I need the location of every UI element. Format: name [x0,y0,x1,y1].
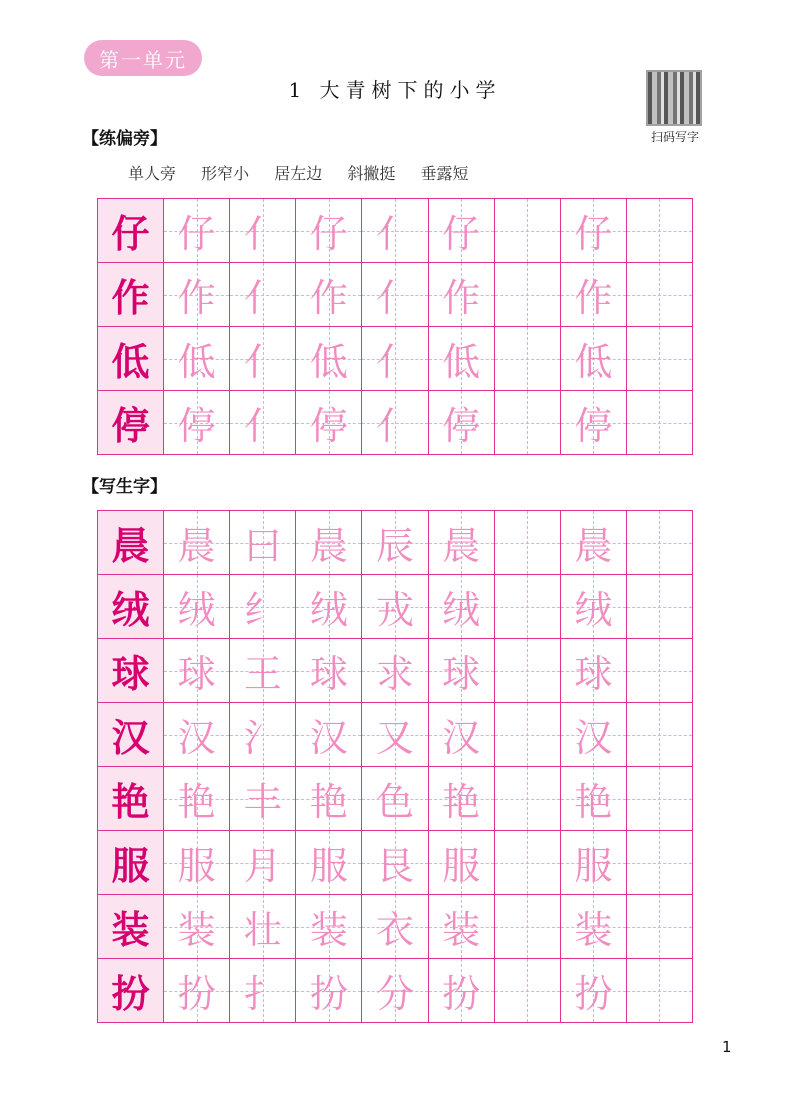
cell-character: 装 [309,908,348,952]
blank-practice-cell[interactable] [627,639,693,703]
cell-character: 装 [442,908,481,952]
cell-character: 停 [177,404,216,448]
trace-component-cell[interactable] [230,767,296,831]
cell-character: 低 [309,340,348,384]
trace-character-cell[interactable] [429,327,495,391]
trace-character-cell[interactable] [164,703,230,767]
blank-practice-cell[interactable] [627,511,693,575]
trace-character-cell[interactable] [561,767,627,831]
model-character-cell [98,959,164,1023]
cell-character: 绒 [442,588,481,632]
cell-character: 又 [375,716,414,760]
cell-character: 亻 [243,276,282,320]
cell-character: 低 [442,340,481,384]
cell-character: 汉 [177,716,216,760]
trace-character-cell[interactable] [296,263,362,327]
trace-character-cell[interactable] [296,895,362,959]
cell-character: 装 [574,908,613,952]
blank-practice-cell[interactable] [627,767,693,831]
blank-practice-cell[interactable] [495,895,561,959]
cell-character: 装 [111,908,150,952]
blank-practice-cell[interactable] [627,895,693,959]
cell-character: 绒 [574,588,613,632]
cell-character: 作 [574,276,613,320]
cell-character: 汉 [309,716,348,760]
radicals-heading: 【练偏旁】 [82,129,167,149]
cell-character: 作 [111,276,150,320]
cell-character: 低 [574,340,613,384]
trace-character-cell[interactable] [429,703,495,767]
cell-character: 氵 [243,716,282,760]
cell-character: 作 [309,276,348,320]
model-character-cell [98,263,164,327]
character-grid-row [98,831,693,895]
cell-character: 作 [177,276,216,320]
trace-character-cell[interactable] [561,831,627,895]
trace-radical-cell[interactable] [230,391,296,455]
trace-component-cell[interactable] [362,575,428,639]
trace-character-cell[interactable] [164,895,230,959]
radical-grid-row [98,199,693,263]
blank-practice-cell[interactable] [495,327,561,391]
cell-character: 扮 [309,972,348,1016]
cell-character: 汉 [442,716,481,760]
trace-character-cell[interactable] [429,959,495,1023]
model-character-cell [98,511,164,575]
radical-tip: 垂露短 [420,164,469,183]
character-grid-row [98,959,693,1023]
radical-tip: 居左边 [274,164,323,183]
cell-character: 艳 [309,780,348,824]
trace-component-cell[interactable] [230,703,296,767]
trace-character-cell[interactable] [164,327,230,391]
character-grid-row [98,511,693,575]
radical-grid-row [98,327,693,391]
trace-component-cell[interactable] [362,511,428,575]
blank-practice-cell[interactable] [627,391,693,455]
cell-character: 壮 [243,908,282,952]
trace-character-cell[interactable] [164,639,230,703]
trace-radical-cell[interactable] [230,263,296,327]
trace-character-cell[interactable] [296,391,362,455]
character-grid-row [98,639,693,703]
radical-grid-row [98,263,693,327]
cell-character: 亻 [375,212,414,256]
trace-radical-cell[interactable] [230,327,296,391]
trace-character-cell[interactable] [429,639,495,703]
cell-character: 扮 [442,972,481,1016]
blank-practice-cell[interactable] [495,391,561,455]
model-character-cell [98,831,164,895]
cell-character: 停 [442,404,481,448]
trace-character-cell[interactable] [296,639,362,703]
cell-character: 戎 [375,588,414,632]
blank-practice-cell[interactable] [627,199,693,263]
cell-character: 扮 [111,972,150,1016]
trace-character-cell[interactable] [164,831,230,895]
cell-character: 扮 [177,972,216,1016]
character-grid-row [98,895,693,959]
cell-character: 低 [177,340,216,384]
trace-character-cell[interactable] [164,511,230,575]
trace-character-cell[interactable] [296,575,362,639]
cell-character: 作 [442,276,481,320]
model-character-cell [98,199,164,263]
cell-character: 辰 [375,524,414,568]
radical-tips [128,161,488,184]
cell-character: 晨 [442,524,481,568]
cell-character: 色 [375,780,414,824]
blank-practice-cell[interactable] [495,639,561,703]
blank-practice-cell[interactable] [495,199,561,263]
trace-character-cell[interactable] [164,767,230,831]
trace-component-cell[interactable] [230,639,296,703]
trace-character-cell[interactable] [429,895,495,959]
unit-badge: 第一单元 [84,40,202,76]
trace-character-cell[interactable] [429,831,495,895]
cell-character: 停 [309,404,348,448]
blank-practice-cell[interactable] [627,959,693,1023]
cell-character: 求 [375,652,414,696]
cell-character: 亻 [243,404,282,448]
trace-component-cell[interactable] [230,575,296,639]
trace-character-cell[interactable] [561,639,627,703]
cell-character: 绒 [111,588,150,632]
radical-tip: 形窄小 [201,164,250,183]
cell-character: 球 [574,652,613,696]
cell-character: 服 [111,844,150,888]
cell-character: 衣 [375,908,414,952]
trace-component-cell[interactable] [362,639,428,703]
cell-character: 晨 [111,524,150,568]
model-character-cell [98,767,164,831]
lesson-title: 1 大青树下的小学 [288,78,502,102]
cell-character: 月 [243,844,282,888]
cell-character: 丰 [243,780,282,824]
trace-component-cell[interactable] [362,959,428,1023]
trace-character-cell[interactable] [561,263,627,327]
cell-character: 亻 [375,276,414,320]
trace-component-cell[interactable] [362,895,428,959]
blank-practice-cell[interactable] [627,327,693,391]
cell-character: 曰 [243,524,282,568]
cell-character: 亻 [243,340,282,384]
cell-character: 球 [111,652,150,696]
qr-code-icon[interactable] [646,70,702,126]
cell-character: 仔 [111,212,150,256]
trace-radical-cell[interactable] [362,263,428,327]
cell-character: 球 [442,652,481,696]
trace-character-cell[interactable] [164,199,230,263]
trace-character-cell[interactable] [296,767,362,831]
cell-character: 装 [177,908,216,952]
cell-character: 分 [375,972,414,1016]
qr-caption: 扫码写字 [650,130,699,144]
blank-practice-cell[interactable] [627,703,693,767]
blank-practice-cell[interactable] [495,263,561,327]
character-practice-grid [97,510,693,1023]
cell-character: 服 [177,844,216,888]
trace-character-cell[interactable] [429,263,495,327]
trace-radical-cell[interactable] [362,327,428,391]
trace-character-cell[interactable] [296,703,362,767]
trace-radical-cell[interactable] [362,199,428,263]
cell-character: 艳 [574,780,613,824]
trace-radical-cell[interactable] [230,199,296,263]
trace-component-cell[interactable] [230,895,296,959]
trace-component-cell[interactable] [362,703,428,767]
cell-character: 汉 [574,716,613,760]
trace-character-cell[interactable] [561,199,627,263]
cell-character: 仔 [574,212,613,256]
model-character-cell [98,895,164,959]
cell-character: 服 [309,844,348,888]
trace-character-cell[interactable] [561,895,627,959]
trace-character-cell[interactable] [164,959,230,1023]
cell-character: 停 [111,404,150,448]
character-grid-row [98,703,693,767]
radical-grid-row [98,391,693,455]
cell-character: 晨 [574,524,613,568]
model-character-cell [98,575,164,639]
character-grid-row [98,767,693,831]
blank-practice-cell[interactable] [495,703,561,767]
cell-character: 艳 [177,780,216,824]
blank-practice-cell[interactable] [495,575,561,639]
blank-practice-cell[interactable] [627,263,693,327]
trace-character-cell[interactable] [164,575,230,639]
trace-character-cell[interactable] [429,199,495,263]
character-grid-row [98,575,693,639]
cell-character: 扌 [243,972,282,1016]
cell-character: 晨 [177,524,216,568]
radical-practice-grid [97,198,693,455]
trace-character-cell[interactable] [429,767,495,831]
trace-character-cell[interactable] [561,511,627,575]
trace-character-cell[interactable] [164,263,230,327]
cell-character: 低 [111,340,150,384]
cell-character: 球 [309,652,348,696]
trace-character-cell[interactable] [429,575,495,639]
trace-character-cell[interactable] [429,511,495,575]
trace-character-cell[interactable] [561,703,627,767]
trace-character-cell[interactable] [561,575,627,639]
cell-character: 仔 [177,212,216,256]
cell-character: 艮 [375,844,414,888]
trace-component-cell[interactable] [362,767,428,831]
blank-practice-cell[interactable] [495,511,561,575]
radical-tip: 斜撇挺 [347,164,396,183]
cell-character: 绒 [309,588,348,632]
radical-tip: 单人旁 [128,164,177,183]
blank-practice-cell[interactable] [627,575,693,639]
trace-character-cell[interactable] [561,391,627,455]
cell-character: 晨 [309,524,348,568]
cell-character: 亻 [375,340,414,384]
blank-practice-cell[interactable] [495,767,561,831]
page-number: 1 [722,1038,732,1056]
cell-character: 扮 [574,972,613,1016]
trace-character-cell[interactable] [296,327,362,391]
cell-character: 仔 [442,212,481,256]
trace-component-cell[interactable] [230,831,296,895]
cell-character: 王 [243,652,282,696]
model-character-cell [98,639,164,703]
cell-character: 亻 [375,404,414,448]
trace-character-cell[interactable] [561,327,627,391]
cell-character: 停 [574,404,613,448]
trace-component-cell[interactable] [230,511,296,575]
cell-character: 服 [442,844,481,888]
blank-practice-cell[interactable] [495,831,561,895]
blank-practice-cell[interactable] [495,959,561,1023]
cell-character: 绒 [177,588,216,632]
model-character-cell [98,391,164,455]
trace-character-cell[interactable] [296,199,362,263]
cell-character: 纟 [243,588,282,632]
cell-character: 艳 [442,780,481,824]
trace-component-cell[interactable] [362,831,428,895]
trace-character-cell[interactable] [296,511,362,575]
characters-heading: 【写生字】 [82,477,167,497]
trace-character-cell[interactable] [296,959,362,1023]
cell-character: 球 [177,652,216,696]
model-character-cell [98,703,164,767]
trace-radical-cell[interactable] [362,391,428,455]
trace-character-cell[interactable] [164,391,230,455]
cell-character: 汉 [111,716,150,760]
trace-character-cell[interactable] [429,391,495,455]
trace-character-cell[interactable] [296,831,362,895]
cell-character: 服 [574,844,613,888]
blank-practice-cell[interactable] [627,831,693,895]
cell-character: 亻 [243,212,282,256]
trace-character-cell[interactable] [561,959,627,1023]
trace-component-cell[interactable] [230,959,296,1023]
cell-character: 艳 [111,780,150,824]
model-character-cell [98,327,164,391]
cell-character: 仔 [309,212,348,256]
